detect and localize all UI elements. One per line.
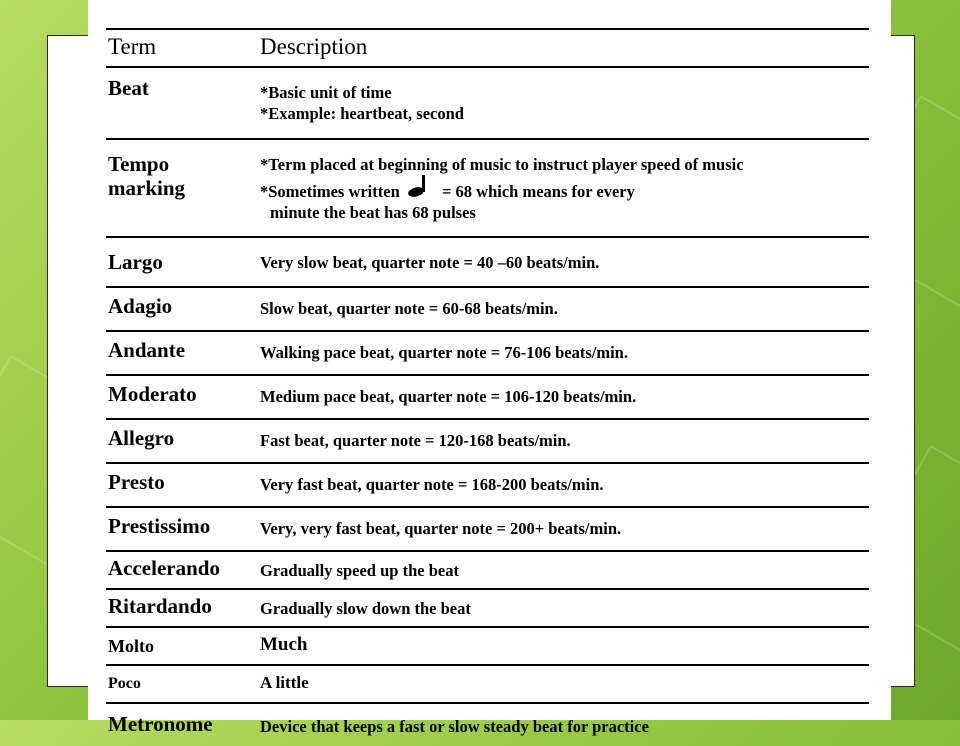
term-cell: Accelerando (108, 556, 220, 580)
term-line: marking (108, 176, 186, 200)
description-cell: A little (260, 673, 309, 692)
term-cell: Metronome (108, 712, 213, 736)
term-cell: Ritardando (108, 594, 212, 618)
term-cell: Prestissimo (108, 514, 211, 538)
term-cell: Poco (108, 675, 141, 692)
table-row (106, 627, 869, 665)
description-cell: Gradually slow down the beat (260, 599, 471, 618)
table-header-row (106, 29, 869, 67)
term-cell: Adagio (108, 294, 173, 318)
table-row (106, 703, 869, 746)
table-row (106, 463, 869, 507)
description-cell: Medium pace beat, quarter note = 106-120 beats/min. (260, 387, 637, 406)
term-cell (106, 139, 260, 237)
description-segment: *Sometimes written (260, 182, 400, 201)
table-row (106, 665, 869, 703)
term-cell: Beat (108, 76, 149, 100)
quarter-note-icon (404, 175, 438, 202)
term-cell: Molto (108, 636, 154, 656)
table-row (106, 139, 869, 237)
table-row (106, 589, 869, 627)
description-line: minute the beat has 68 pulses (270, 203, 476, 222)
description-segment: = 68 which means for every (442, 182, 635, 201)
document-panel (88, 0, 891, 736)
header-term: Term (108, 34, 157, 59)
term-cell: Largo (108, 250, 163, 274)
header-description: Description (260, 34, 368, 59)
description-cell (260, 139, 869, 237)
description-line (260, 175, 869, 202)
table-row (106, 375, 869, 419)
table-row (106, 507, 869, 551)
table-row (106, 287, 869, 331)
term-cell: Andante (108, 338, 186, 362)
description-line: *Example: heartbeat, second (260, 104, 464, 123)
table-row (106, 67, 869, 139)
term-cell: Moderato (108, 382, 197, 406)
terms-table (106, 28, 869, 746)
description-cell (260, 67, 869, 139)
description-cell: Walking pace beat, quarter note = 76-106 beats/min. (260, 343, 628, 362)
description-cell: Fast beat, quarter note = 120-168 beats/min. (260, 431, 571, 450)
table-row (106, 551, 869, 589)
term-cell: Presto (108, 470, 165, 494)
description-cell: Very slow beat, quarter note = 40 –60 beats/min. (260, 253, 600, 272)
description-line: *Basic unit of time (260, 83, 392, 102)
description-cell: Gradually speed up the beat (260, 561, 459, 580)
description-cell: Very fast beat, quarter note = 168-200 beats/min. (260, 475, 604, 494)
table-row (106, 331, 869, 375)
table-row (106, 237, 869, 287)
table-row (106, 419, 869, 463)
description-cell: Device that keeps a fast or slow steady beat for practice (260, 717, 649, 736)
description-line: *Term placed at beginning of music to instruct player speed of music (260, 155, 744, 174)
description-cell: Much (260, 634, 308, 655)
term-cell: Allegro (108, 426, 175, 450)
description-cell: Very, very fast beat, quarter note = 200+ beats/min. (260, 519, 622, 538)
term-line: Tempo (108, 152, 170, 176)
description-cell: Slow beat, quarter note = 60-68 beats/min. (260, 299, 558, 318)
